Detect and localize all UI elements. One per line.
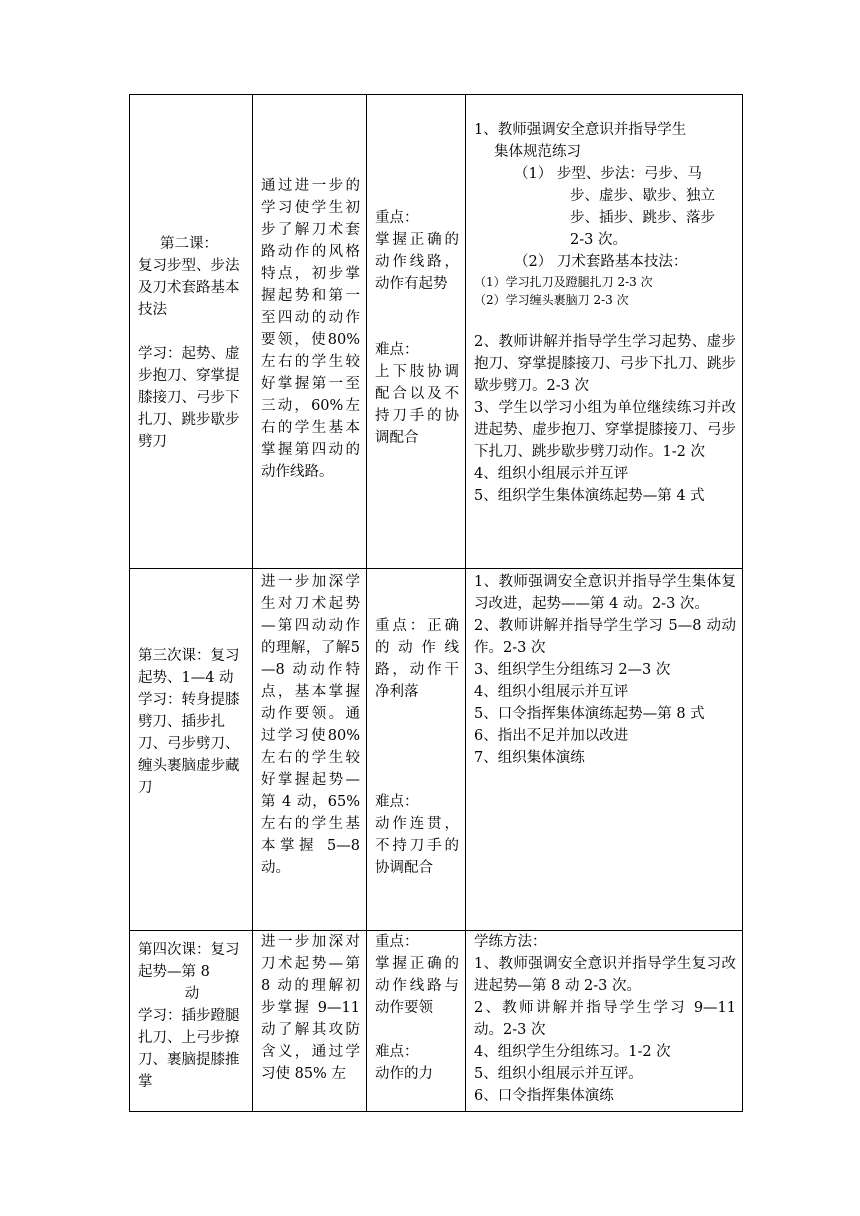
table-row [130,569,743,931]
key-label: 重点： [375,618,428,634]
difficulty-label: 难点： [375,794,419,810]
method-line: 5、组织小组展示并互评。 [474,1066,643,1082]
method-line: 2-3 次。 [570,232,627,248]
lesson-title: 第二课： [160,236,218,252]
method-line: 4、组织学生分组练习。1-2 次 [474,1044,671,1060]
goal-cell [253,95,367,569]
goal-text: 进一步加深对刀术起势—第 8 动的理解初步掌握 9—11 动了解其攻防含义，通过学习使 85% 左 [261,934,360,1082]
method-line: 集体规范练习 [494,144,581,160]
lesson-study: 学习：转身提膝劈刀、插步扎刀、弓步劈刀、缠头裹脑虚步藏刀 [138,692,240,796]
goal-text: 进一步加深学生对刀术起势—第四动动作的理解，了解5—8 动动作特点，基本掌握动作要领。通过学习使80%左右的学生较好掌握起势—第 4 动，65%左右的学生基本掌握 5—8 动。 [261,574,360,876]
lesson-title: 第四次课：复习起势—第 8 [138,942,240,980]
table-row [130,95,743,569]
method-line: 2、教师讲解并指导学生学习 9—11 动。2-3 次 [474,1000,736,1038]
method-line: （2） 刀术套路基本技法： [514,254,688,270]
method-line: （1）学习扎刀及蹬腿扎刀 2-3 次 [474,275,653,289]
key-label: 重点： [375,210,419,226]
lesson-study: 学习：起势、虚步抱刀、穿掌提膝接刀、弓步下扎刀、跳步歇步劈刀 [138,346,240,450]
method-line: 7、组织集体演练 [474,750,585,766]
method-line: 5、组织学生集体演练起势—第 4 式 [474,488,705,504]
method-line: 学练方法： [474,934,547,950]
difficulty-text: 上下肢协调配合以及不持刀手的协调配合 [375,364,459,446]
method-line: 3、组织学生分组练习 2—3 次 [474,662,671,678]
method-cell [466,931,743,1112]
method-line: 6、指出不足并加以改进 [474,728,629,744]
method-line: 5、口令指挥集体演练起势—第 8 式 [474,706,705,722]
method-line: 1、教师强调安全意识并指导学生复习改进起势—第 8 动 2-3 次。 [474,956,736,994]
method-line: 步、虚步、歇步、独立 [570,188,715,204]
lesson-cell [130,95,253,569]
method-line: 3、学生以学习小组为单位继续练习并改进起势、虚步抱刀、穿掌提膝接刀、弓步下扎刀、跳步歇步劈刀动作。1-2 次 [474,400,736,460]
method-line: 1、教师强调安全意识并指导学生集体复习改进，起势——第 4 动。2-3 次。 [474,574,736,612]
method-line: （2）学习缠头裹脑刀 2-3 次 [474,293,629,307]
lesson-cell [130,931,253,1112]
focus-cell [367,931,466,1112]
lesson-cell [130,569,253,931]
method-line: 步、插步、跳步、落步 [570,210,715,226]
lesson-title: 第三次课：复习起势、1—4 动 [138,648,240,686]
table-row [130,931,743,1112]
difficulty-label: 难点： [375,342,419,358]
key-label: 重点： [375,934,419,950]
difficulty-text: 动作的力 [375,1066,433,1082]
method-line: 4、组织小组展示并互评 [474,466,629,482]
method-line: 4、组织小组展示并互评 [474,684,629,700]
goal-cell [253,569,367,931]
method-cell [466,569,743,931]
key-text: 重点：正确的动作线路，动作干净利落 [375,618,459,700]
method-line: 2、教师讲解并指导学生学习起势、虚步抱刀、穿掌提膝接刀、弓步下扎刀、跳步歇步劈刀。2-3 次 [474,334,736,394]
difficulty-label: 难点： [375,1044,419,1060]
method-line: 1、教师强调安全意识并指导学生 [474,122,687,138]
lesson-study: 学习：插步蹬腿扎刀、上弓步撩刀、裹脑提膝推掌 [138,1008,240,1090]
method-line: （1） 步型、步法：弓步、马 [514,166,702,182]
focus-cell [367,95,466,569]
goal-text: 通过进一步的学习使学生初步了解刀术套路动作的风格特点，初步掌握起势和第一至四动的动作要领，使80%左右的学生较好掌握第一至三动，60%左右的学生基本掌握第四动的动作线路。 [261,178,360,480]
method-cell [466,95,743,569]
method-line: 6、口令指挥集体演练 [474,1088,614,1104]
difficulty-text: 动作连贯，不持刀手的协调配合 [375,816,459,876]
lesson-plan-table [129,94,743,1112]
method-line: 2、教师讲解并指导学生学习 5—8 动动作。2-3 次 [474,618,736,656]
key-text: 掌握正确的动作线路，动作有起势 [375,232,459,292]
lesson-title-cont: 动 [184,986,200,1002]
goal-cell [253,931,367,1112]
key-text: 掌握正确的动作线路与动作要领 [375,956,459,1016]
lesson-review: 复习步型、步法及刀术套路基本技法 [138,258,240,318]
focus-cell [367,569,466,931]
